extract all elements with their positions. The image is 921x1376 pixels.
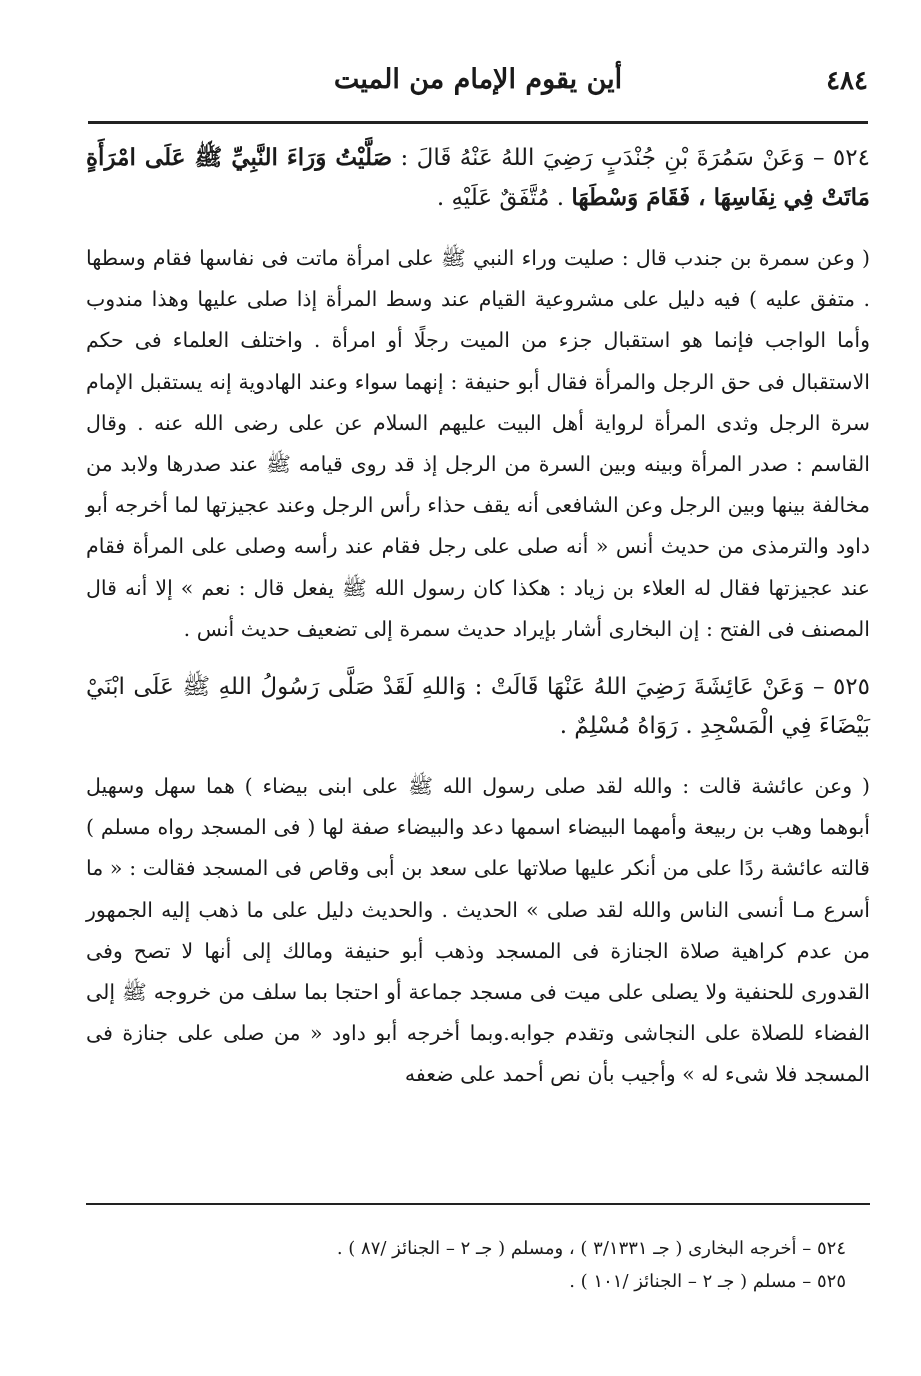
- footnote-rule: [86, 1203, 870, 1205]
- hadith-text: وَعَنْ عَائِشَةَ رَضِيَ اللهُ عَنْهَا قَالَتْ : وَاللهِ لَقَدْ صَلَّى رَسُولُ اللهِ ﷺ عَلَى ابْنَيْ بَيْضَاءَ فِي الْمَسْجِدِ . رَوَاهُ مُسْلِمٌ .: [86, 674, 870, 740]
- hadith-number: ٥٢٤ –: [813, 145, 870, 171]
- header-rule: [88, 121, 868, 124]
- hadith-source: . مُتَّفَقٌ عَلَيْهِ .: [436, 185, 565, 211]
- page-header: [88, 58, 868, 118]
- commentary-524: ( وعن سمرة بن جندب قال : صليت وراء النبي ﷺ على امرأة ماتت فى نفاسها فقام وسطها . متفق عليه ) فيه دليل على مشروعية القيام عند وسط المرأة إذا صلى عليها وهذا مندوب وأما الواجب فإنما هو استقبال جزء من الميت رجلًا أو امرأة . واختلف العلماء فى حكم الاستقبال فى حق الرجل والمرأة فقال أبو حنيفة : إنهما سواء وعند الهادوية إنه يستقبل الإمام سرة الرجل وثدى المرأة لرواية أهل البيت عليهم السلام عن على رضى الله عنه . وقال القاسم : صدر المرأة وبينه وبين السرة من الرجل إذ قد روى قيامه ﷺ عند صدرها ولابد من مخالفة بينها وبين الرجل وعن الشافعى أنه يقف حذاء رأس الرجل وعند عجيزتها لما أخرجه أبو داود والترمذى من حديث أنس « أنه صلى على رجل فقام عند رأسه وصلى على المرأة فقام عند عجيزتها فقال له العلاء بن زياد : هكذا كان رسول الله ﷺ يفعل قال : نعم » إلا أنه قال المصنف فى الفتح : إن البخارى أشار بإيراد حديث سمرة إلى تضعيف حديث أنس .: [86, 246, 870, 641]
- footnotes: [86, 1232, 846, 1298]
- commentary-525: ( وعن عائشة قالت : والله لقد صلى رسول الله ﷺ على ابنى بيضاء ) هما سهل وسهيل أبوهما وهب بن ربيعة وأمهما البيضاء اسمها دعد والبيضاء صفة لها ( فى المسجد رواه مسلم ) قالته عائشة ردًا على من أنكر عليها صلاتها على سعد بن أبى وقاص فى المسجد فقالت : « ما أسرع مـا أنسى الناس والله لقد صلى » الحديث . والحديث دليل على ما ذهب إليه الجمهور من عدم كراهية صلاة الجنازة فى المسجد وذهب أبو حنيفة ومالك إلى أنها لا تصح وفى القدورى للحنفية ولا يصلى على ميت فى مسجد جماعة أو احتجا بما سلف من خروجه ﷺ إلى الفضاء للصلاة على النجاشى وتقدم جوابه.وبما أخرجه أبو داود « من صلى على جنازة فى المسجد فلا شىء له » وأجيب بأن نص أحمد على ضعفه: [86, 774, 870, 1087]
- page-number: ٤٨٤: [826, 66, 868, 96]
- footnote-524: ٥٢٤ – أخرجه البخارى ( جـ ٣/١٣٣١ ) ، ومسلم ( جـ ٢ – الجنائز /٨٧ ) .: [336, 1238, 846, 1259]
- page-body: [86, 132, 870, 1114]
- footnote-525: ٥٢٥ – مسلم ( جـ ٢ – الجنائز /١٠١ ) .: [569, 1271, 846, 1292]
- hadith-525: [86, 668, 870, 746]
- running-title: أين يقوم الإمام من الميت: [333, 64, 623, 95]
- hadith-524: [86, 138, 870, 218]
- hadith-intro: وَعَنْ سَمُرَةَ بْنِ جُنْدَبٍ رَضِيَ اللهُ عَنْهُ قَالَ :: [400, 145, 805, 171]
- hadith-number: ٥٢٥ –: [812, 674, 871, 701]
- hadith-matn: صَلَّيْتُ وَرَاءَ النَّبِيِّ ﷺ عَلَى امْرَأَةٍ مَاتَتْ فِي نِفَاسِهَا ، فَقَامَ وَسْطَهَا: [86, 144, 870, 211]
